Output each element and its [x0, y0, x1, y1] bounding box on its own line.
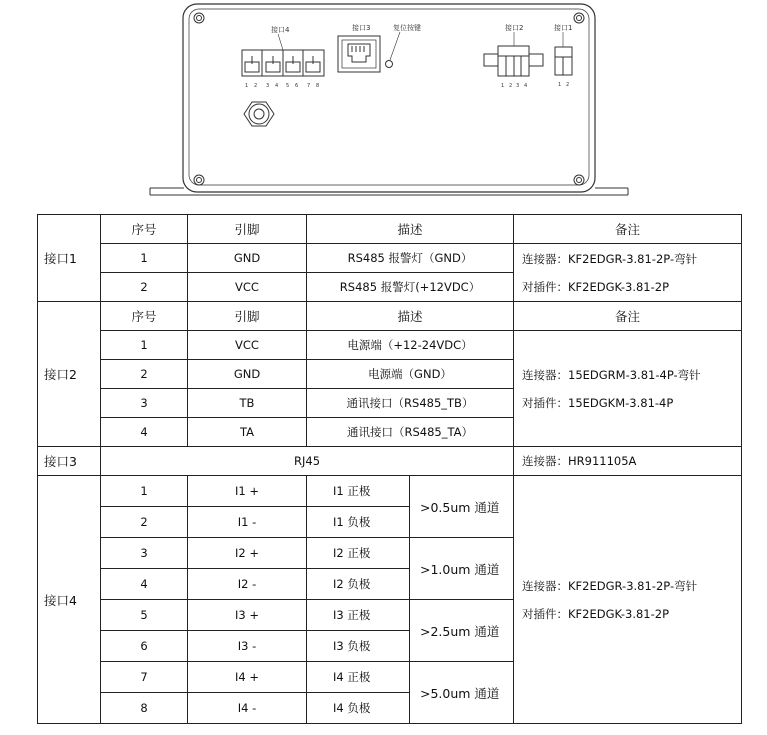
connector-model: 连接器：KF2EDGR-3.81-2P-弯针 — [522, 251, 698, 266]
seq-header: 序号 — [101, 302, 188, 331]
desc-cell: I3 正极 — [307, 600, 410, 631]
pin-number: 4 — [524, 83, 528, 89]
port3-label: 接口3 — [38, 447, 101, 476]
table-row — [38, 331, 742, 360]
cable-gland — [244, 102, 274, 126]
pin-cell: VCC — [188, 331, 307, 360]
desc-cell: 通讯接口（RS485_TA） — [307, 418, 514, 447]
port3-rj45 — [338, 36, 380, 72]
desc-cell: I1 正极 — [307, 476, 410, 507]
pin-cell: I1 + — [188, 476, 307, 507]
seq-cell: 6 — [101, 631, 188, 662]
connector-model: 连接器：15EDGRM-3.81-4P-弯针 — [522, 367, 701, 382]
pin-number: 3 — [516, 83, 520, 89]
pin-cell: GND — [188, 360, 307, 389]
desc-cell: RS485 报警灯（GND） — [307, 244, 514, 273]
port1-header-row — [38, 215, 742, 244]
seq-cell: 1 — [101, 476, 188, 507]
desc-cell: 通讯接口（RS485_TB） — [307, 389, 514, 418]
channel-band: >1.0um 通道 — [410, 538, 514, 600]
port2-connector — [484, 46, 543, 76]
port2-label: 接口2 — [38, 302, 101, 447]
port3-desc: RJ45 — [101, 447, 514, 476]
seq-cell: 4 — [101, 569, 188, 600]
table-row — [38, 244, 742, 273]
remark-header: 备注 — [514, 215, 742, 244]
pin-number: 6 — [295, 83, 299, 89]
table-row — [38, 476, 742, 507]
desc-cell: 电源端（+12-24VDC） — [307, 331, 514, 360]
pin-number: 2 — [509, 83, 513, 89]
pin-number: 1 — [558, 82, 562, 88]
pin-cell: I2 - — [188, 569, 307, 600]
desc-header: 描述 — [307, 215, 514, 244]
port3-row — [38, 447, 742, 476]
pin-cell: I1 - — [188, 507, 307, 538]
pin-cell: TA — [188, 418, 307, 447]
pin-cell: I4 - — [188, 693, 307, 724]
enclosure-outline — [183, 4, 595, 192]
desc-cell: I2 负极 — [307, 569, 410, 600]
seq-header: 序号 — [101, 215, 188, 244]
seq-cell: 2 — [101, 273, 188, 302]
desc-cell: I3 负极 — [307, 631, 410, 662]
mating-plug-model: 对插件：KF2EDGK-3.81-2P — [522, 606, 670, 621]
desc-cell: RS485 报警灯(+12VDC） — [307, 273, 514, 302]
pin-cell: I3 - — [188, 631, 307, 662]
channel-band: >0.5um 通道 — [410, 476, 514, 538]
pin-number: 4 — [275, 83, 279, 89]
pin-number: 2 — [566, 82, 570, 88]
seq-cell: 1 — [101, 244, 188, 273]
desc-cell: I1 负极 — [307, 507, 410, 538]
remark-header: 备注 — [514, 302, 742, 331]
pin-header: 引脚 — [188, 302, 307, 331]
pin-spec-table — [37, 214, 742, 724]
channel-band: >2.5um 通道 — [410, 600, 514, 662]
port1-drawing-label: 接口1 — [554, 24, 573, 32]
port4-drawing-label: 接口4 — [271, 26, 290, 34]
seq-cell: 3 — [101, 538, 188, 569]
reset-drawing-label: 复位按键 — [393, 24, 421, 32]
pin-number: 2 — [254, 83, 258, 89]
port1-label: 接口1 — [38, 215, 101, 302]
mating-plug-model: 对插件：KF2EDGK-3.81-2P — [522, 279, 670, 294]
seq-cell: 5 — [101, 600, 188, 631]
port4-pin-numbers — [245, 83, 319, 89]
pin-cell: GND — [188, 244, 307, 273]
pin-number: 8 — [316, 83, 320, 89]
port4-connector — [242, 50, 324, 76]
pin-number: 3 — [266, 83, 270, 89]
port2-drawing-label: 接口2 — [505, 24, 524, 32]
pin-number: 7 — [307, 83, 311, 89]
pin-cell: I4 + — [188, 662, 307, 693]
port2-remark — [514, 331, 742, 447]
pin-number: 1 — [501, 83, 505, 89]
port1-remark — [514, 244, 742, 302]
port4-remark — [514, 476, 742, 724]
seq-cell: 2 — [101, 360, 188, 389]
seq-cell: 7 — [101, 662, 188, 693]
port1-connector — [555, 47, 572, 75]
pin-header: 引脚 — [188, 215, 307, 244]
desc-cell: I4 负极 — [307, 693, 410, 724]
port2-header-row — [38, 302, 742, 331]
port3-drawing-label: 接口3 — [352, 24, 371, 32]
port2-pin-numbers — [501, 83, 527, 89]
seq-cell: 1 — [101, 331, 188, 360]
seq-cell: 8 — [101, 693, 188, 724]
desc-cell: I2 正极 — [307, 538, 410, 569]
seq-cell: 2 — [101, 507, 188, 538]
channel-band: >5.0um 通道 — [410, 662, 514, 724]
device-panel-drawing — [0, 0, 767, 205]
port1-pin-numbers — [558, 82, 569, 88]
pin-cell: TB — [188, 389, 307, 418]
reset-button-hole — [386, 61, 393, 68]
desc-cell: I4 正极 — [307, 662, 410, 693]
port3-remark: 连接器：HR911105A — [514, 447, 742, 476]
corner-screws — [194, 13, 584, 185]
connector-model: 连接器：KF2EDGR-3.81-2P-弯针 — [522, 578, 698, 593]
pin-cell: I2 + — [188, 538, 307, 569]
desc-cell: 电源端（GND） — [307, 360, 514, 389]
pin-cell: I3 + — [188, 600, 307, 631]
mating-plug-model: 对插件：15EDGKM-3.81-4P — [522, 395, 674, 410]
pin-cell: VCC — [188, 273, 307, 302]
pin-number: 1 — [245, 83, 249, 89]
pin-number: 5 — [286, 83, 290, 89]
port4-label: 接口4 — [38, 476, 101, 724]
desc-header: 描述 — [307, 302, 514, 331]
seq-cell: 4 — [101, 418, 188, 447]
seq-cell: 3 — [101, 389, 188, 418]
